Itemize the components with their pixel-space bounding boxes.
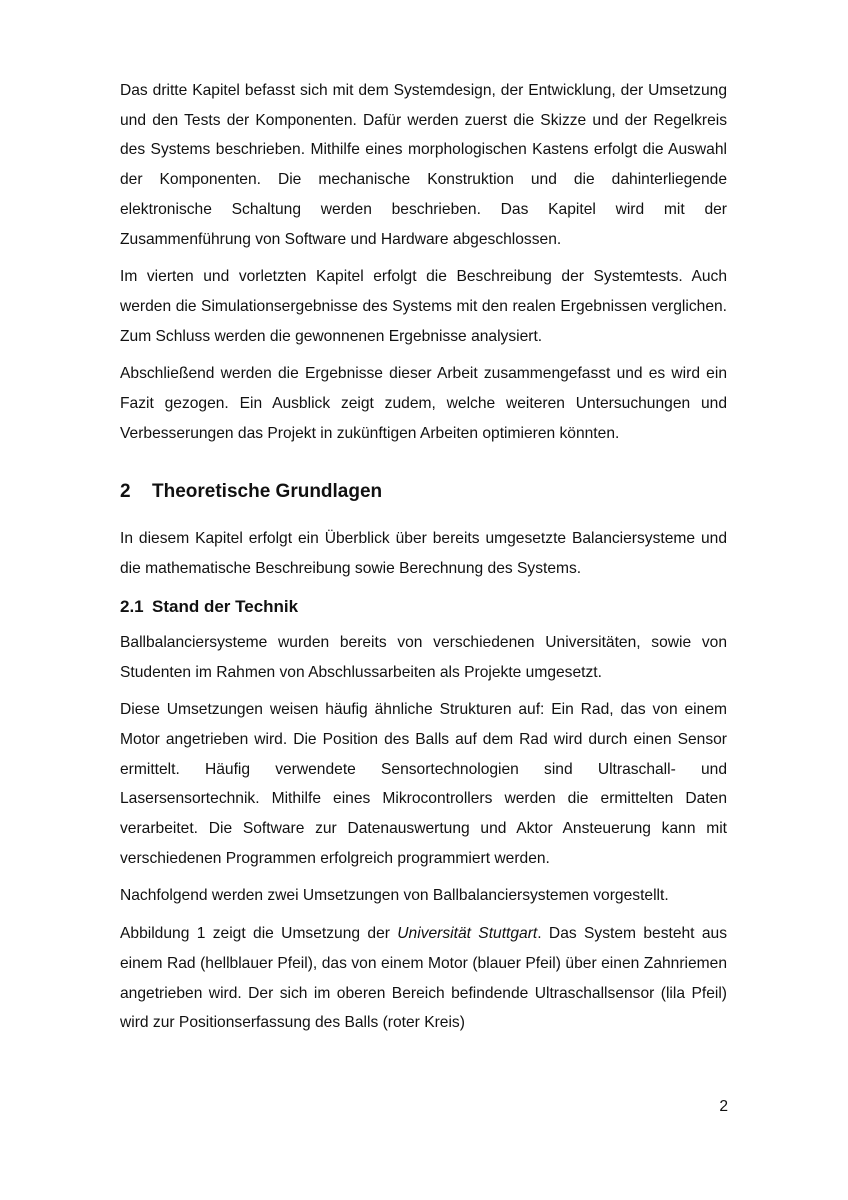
university-name: Universität Stuttgart — [397, 925, 538, 943]
paragraph-stuttgart-implementation — [120, 919, 727, 1038]
subsection-number: 2.1 — [120, 596, 144, 616]
paragraph-conclusion-overview: Abschließend werden die Ergebnisse dieser Arbeit zusammengefasst und es wird ein Fazit gezogen. Ein Ausblick zeigt zudem, welche weiteren Untersuchungen und Verbesserungen das Projekt in zukünftigen Arbeiten optimieren könnten. — [120, 365, 727, 442]
page-number: 2 — [719, 1098, 728, 1115]
page-content — [120, 76, 727, 1046]
paragraph-two-implementations: Nachfolgend werden zwei Umsetzungen von Ballbalanciersystemen vorgestellt. — [120, 887, 669, 905]
paragraph-chapter4-overview: Im vierten und vorletzten Kapitel erfolgt die Beschreibung der Systemtests. Auch werden die Simulationsergebnisse des Systems mit den realen Ergebnissen verglichen. Zum Schluss werden die gewonnenen Ergebnisse analysiert. — [120, 268, 727, 345]
text-run: . Das System besteht aus einem Rad (hellblauer Pfeil), das von einem Motor (blauer Pfeil) über einen Zahnriemen angetrieben wird. Der sich im oberen Bereich befindende Ultraschallsensor (lila Pfeil) wird zur Positionserfassung des Balls (roter Kreis) — [120, 925, 727, 1032]
section-title: Theoretische Grundlagen — [152, 481, 383, 503]
section-heading — [120, 478, 727, 506]
paragraph-state-of-art: Ballbalanciersysteme wurden bereits von verschiedenen Universitäten, sowie von Studenten im Rahmen von Abschlussarbeiten als Projekte umgesetzt. — [120, 633, 727, 681]
section-number: 2 — [120, 481, 131, 503]
paragraph-chapter3-overview: Das dritte Kapitel befasst sich mit dem Systemdesign, der Entwicklung, der Umsetzung und den Tests der Komponenten. Dafür werden zuerst die Skizze und der Regelkreis des Systems beschrieben. Mithilfe eines morphologischen Kastens erfolgt die Auswahl der Komponenten. Die mechanische Konstruktion und die dahinterliegende elektronische Schaltung werden beschrieben. Das Kapitel wird mit der Zusammenführung von Software und Hardware abgeschlossen. — [120, 82, 727, 248]
section-intro-paragraph: In diesem Kapitel erfolgt ein Überblick über bereits umgesetzte Balanciersysteme und die mathematische Beschreibung sowie Berechnung des Systems. — [120, 530, 727, 578]
subsection-title: Stand der Technik — [152, 596, 299, 616]
subsection-heading — [120, 592, 727, 622]
paragraph-common-structures: Diese Umsetzungen weisen häufig ähnliche Strukturen auf: Ein Rad, das von einem Motor angetrieben wird. Die Position des Balls auf dem Rad wird durch einen Sensor ermittelt. Häufig verwendete Sensortechnologien sind Ultraschall- und Lasersensortechnik. Mithilfe eines Mikrocontrollers werden die ermittelten Daten verarbeitet. Die Software zur Datenauswertung und Aktor Ansteuerung kann mit verschiedenen Programmen erfolgreich programmiert werden. — [120, 701, 727, 867]
text-run: Abbildung 1 zeigt die Umsetzung der — [120, 925, 398, 943]
